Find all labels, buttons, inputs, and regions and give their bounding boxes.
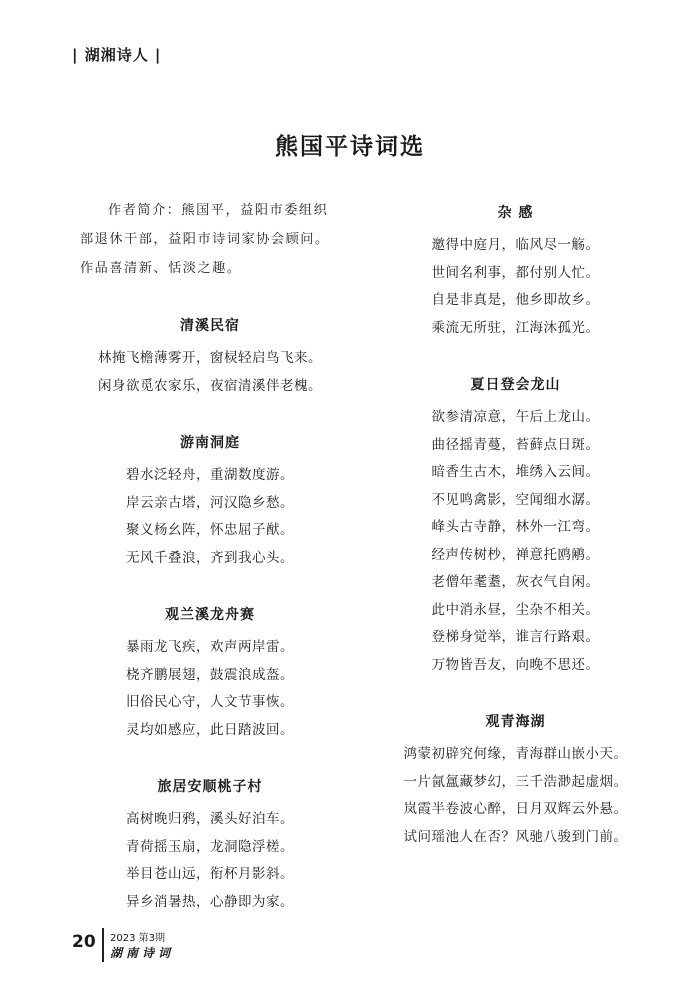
poem-line: 暴雨龙飞疾，欢声两岸雷。	[126, 639, 294, 655]
poem-line: 邀得中庭月，临风尽一觞。	[431, 237, 600, 253]
poem-block	[80, 604, 340, 744]
poem-line: 高树晚归鸦，溪头好泊车。	[126, 811, 294, 827]
page-title: 熊国平诗词选	[275, 133, 425, 160]
poem-line: 此中消永昼，尘杂不相关。	[431, 601, 600, 618]
poem-line: 聚义杨幺阵，怀忠屈子猷。	[126, 522, 294, 538]
poem-lines	[80, 345, 340, 400]
poem-line: 鸿蒙初辟究何缘，青海群山嵌小天。	[403, 746, 628, 762]
poem-line: 曲径摇青蔓，苔藓点日斑。	[431, 436, 600, 453]
poem-line: 登梯身觉举，谁言行路艰。	[431, 629, 600, 645]
poem-title: 清溪民宿	[180, 318, 240, 334]
poem-line: 一片氤氲藏梦幻，三千浩渺起虚烟。	[403, 773, 628, 790]
poem-line: 世间名利事，都付别人忙。	[431, 264, 600, 281]
poem-line: 万物皆吾友，向晚不思还。	[431, 656, 600, 673]
section-header: | 湖湘诗人 |	[72, 46, 162, 64]
poem-title: 游南洞庭	[180, 435, 240, 451]
poem-line: 不见鸣禽影，空闻细水潺。	[431, 491, 600, 508]
poem-line: 欲参清凉意，午后上龙山。	[431, 409, 600, 425]
right-column	[388, 196, 643, 851]
footer-divider	[102, 928, 104, 962]
poem-line: 举目苍山远，衔杯月影斜。	[126, 866, 294, 882]
page-number: 20	[72, 932, 96, 952]
poem-line: 乘流无所驻，江海沐孤光。	[431, 319, 600, 336]
poem-line: 暗香生古木，堆绣入云间。	[431, 464, 600, 480]
poem-line: 岸云亲古塔，河汉隐乡愁。	[126, 494, 294, 511]
poem-lines	[80, 462, 340, 572]
poem-line: 老僧年耄耋，灰衣气自闲。	[431, 574, 600, 590]
poem-line: 自是非真是，他乡即故乡。	[431, 292, 600, 308]
poem-lines	[388, 232, 643, 342]
poem-lines	[388, 404, 643, 679]
poem-title: 旅居安顺桃子村	[157, 779, 263, 795]
poem-lines	[388, 741, 643, 851]
poem-block	[80, 315, 340, 400]
poem-line: 青荷摇玉扇，龙洞隐浮槎。	[126, 838, 294, 855]
poem-line: 试问瑶池人在否？风驰八骏到门前。	[403, 828, 628, 845]
poem-line: 异乡消暑热，心静即为家。	[126, 893, 294, 910]
poem-block	[80, 776, 340, 916]
poem-line: 灵均如感应，此日踏波回。	[126, 721, 294, 738]
poem-lines	[80, 806, 340, 916]
poem-line: 桡齐鹏展翅，鼓震浪成盔。	[126, 666, 294, 683]
poem-title: 杂 感	[497, 205, 534, 221]
poem-block	[388, 202, 643, 342]
issue-label: 2023 第3期	[110, 933, 165, 944]
poem-lines	[80, 634, 340, 744]
magazine-name: 湖南诗词	[110, 946, 175, 960]
poem-block	[388, 711, 643, 851]
poem-line: 林掩飞檐薄雾开，窗棂轻启鸟飞来。	[98, 350, 322, 366]
poem-line: 无风千叠浪，齐到我心头。	[126, 549, 294, 566]
poem-block	[80, 432, 340, 572]
poem-line: 岚霞半卷波心醉，日月双辉云外悬。	[403, 801, 628, 817]
poem-line: 碧水泛轻舟，重湖数度游。	[126, 467, 294, 483]
left-column	[80, 196, 340, 916]
poem-title: 观青海湖	[485, 714, 546, 730]
poem-line: 峰头古寺静，林外一江弯。	[431, 519, 600, 535]
poem-title: 观兰溪龙舟赛	[165, 607, 255, 623]
author-intro: 作者简介：熊国平，益阳市委组织部退休干部，益阳市诗词家协会顾问。作品喜清新、恬淡之趣。	[80, 203, 330, 276]
poem-line: 旧俗民心守，人文节事恢。	[126, 694, 294, 710]
poem-block	[388, 374, 643, 679]
poem-line: 经声传树杪，禅意托鸥鹇。	[431, 546, 600, 563]
poem-line: 闲身欲觅农家乐，夜宿清溪伴老槐。	[98, 377, 322, 394]
poem-title: 夏日登会龙山	[470, 377, 561, 393]
